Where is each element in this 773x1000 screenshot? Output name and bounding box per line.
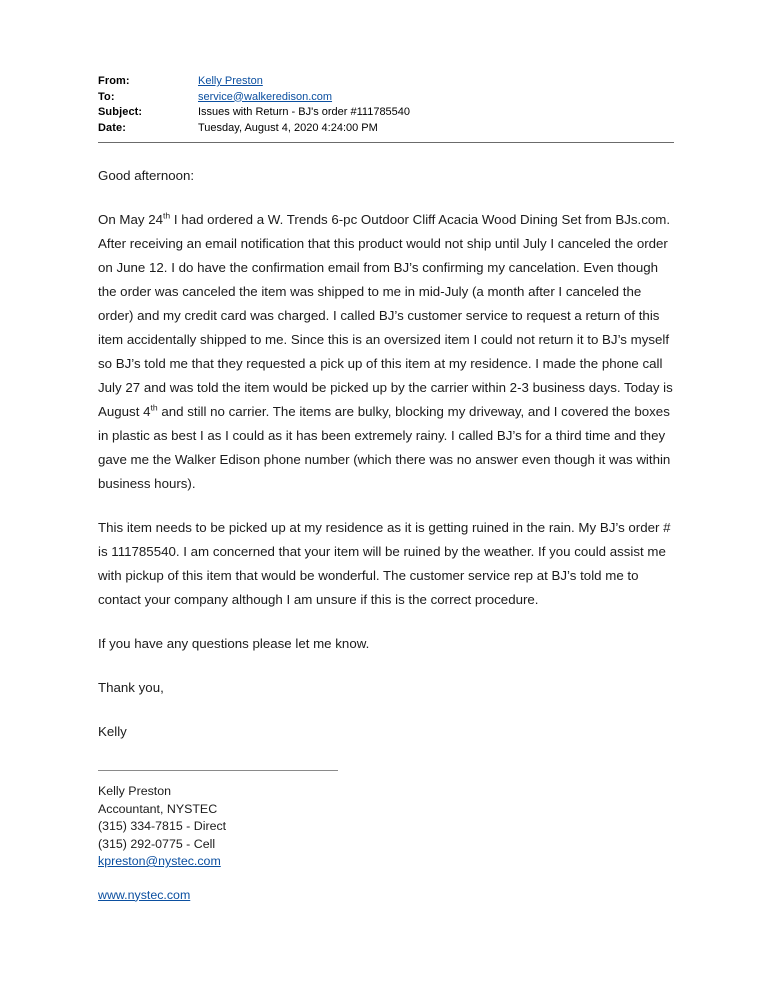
body-paragraph-2: This item needs to be picked up at my residence as it is getting ruined in the rain. My BJ’s order # is 111785540. I am concerned that your item will be ruined by the weather. If you could assist me with pickup of this item that would be wonderful. The customer service rep at BJ’s told me to contact your company although I am unsure if this is the correct procedure.: [98, 520, 671, 607]
paragraph-1-ordinal-1: th: [163, 210, 171, 221]
header-value-date: Tuesday, August 4, 2020 4:24:00 PM: [198, 121, 378, 134]
signature-phone-direct: (315) 334-7815 - Direct: [98, 819, 227, 833]
paragraph-1-text-a: On May 24: [98, 212, 164, 227]
paragraph-1-text-b: I had ordered a W. Trends 6-pc Outdoor Cliff Acacia Wood Dining Set from BJs.com. After receiving an email notification that this product would not ship until July I canceled the order on June 12. I do have the confirmation email from BJ’s confirming my cancelation. Even though the order was canceled the item was shipped to me in mid-July (a month after I canceled the order) and my credit card was charged. I called BJ’s customer service to request a return of this item accidentally shipped to me. Since this is an oversized item I could not return it to BJ’s myself so BJ’s told me that they requested a pick up of this item at my residence. I made the phone call July 27 and was told the item would be picked up by the carrier within 2-3 business days. Today is August 4: [98, 212, 673, 419]
header-divider: [98, 142, 674, 143]
signature-block: [98, 783, 674, 904]
body-paragraph-1: [98, 208, 674, 496]
body-greeting: Good afternoon:: [98, 168, 195, 183]
header-value-to[interactable]: service@walkeredison.com: [198, 90, 333, 103]
email-header: [98, 74, 674, 136]
header-label-date: Date:: [98, 121, 127, 134]
header-row-from: [98, 74, 674, 90]
header-label-to: To:: [98, 90, 115, 103]
header-label-from: From:: [98, 75, 130, 87]
signature-divider: [98, 770, 338, 771]
signature-email-link[interactable]: kpreston@nystec.com: [98, 854, 221, 868]
signature-name: Kelly Preston: [98, 784, 172, 798]
header-label-subject: Subject:: [98, 106, 143, 118]
header-row-subject: [98, 105, 674, 121]
header-row-date: [98, 121, 674, 137]
signature-website-link[interactable]: www.nystec.com: [98, 887, 191, 902]
body-signoff-name: Kelly: [98, 724, 127, 739]
body-closing: Thank you,: [98, 680, 164, 695]
signature-title: Accountant, NYSTEC: [98, 801, 218, 816]
email-body: [98, 164, 674, 744]
signature-phone-cell: (315) 292-0775 - Cell: [98, 836, 216, 851]
header-value-from[interactable]: Kelly Preston: [198, 75, 263, 87]
document-content: [98, 74, 674, 904]
paragraph-1-ordinal-2: th: [150, 402, 158, 413]
paragraph-1-text-c: and still no carrier. The items are bulky, blocking my driveway, and I covered the boxes in plastic as best I as I could as it has been extremely rainy. I called BJ’s for a third time and they gave me the Walker Edison phone number (which there was no answer even though it was within business hours).: [98, 404, 671, 491]
body-paragraph-3: If you have any questions please let me know.: [98, 636, 370, 651]
header-value-subject: Issues with Return - BJ's order #111785540: [198, 106, 411, 118]
header-row-to: [98, 90, 674, 106]
